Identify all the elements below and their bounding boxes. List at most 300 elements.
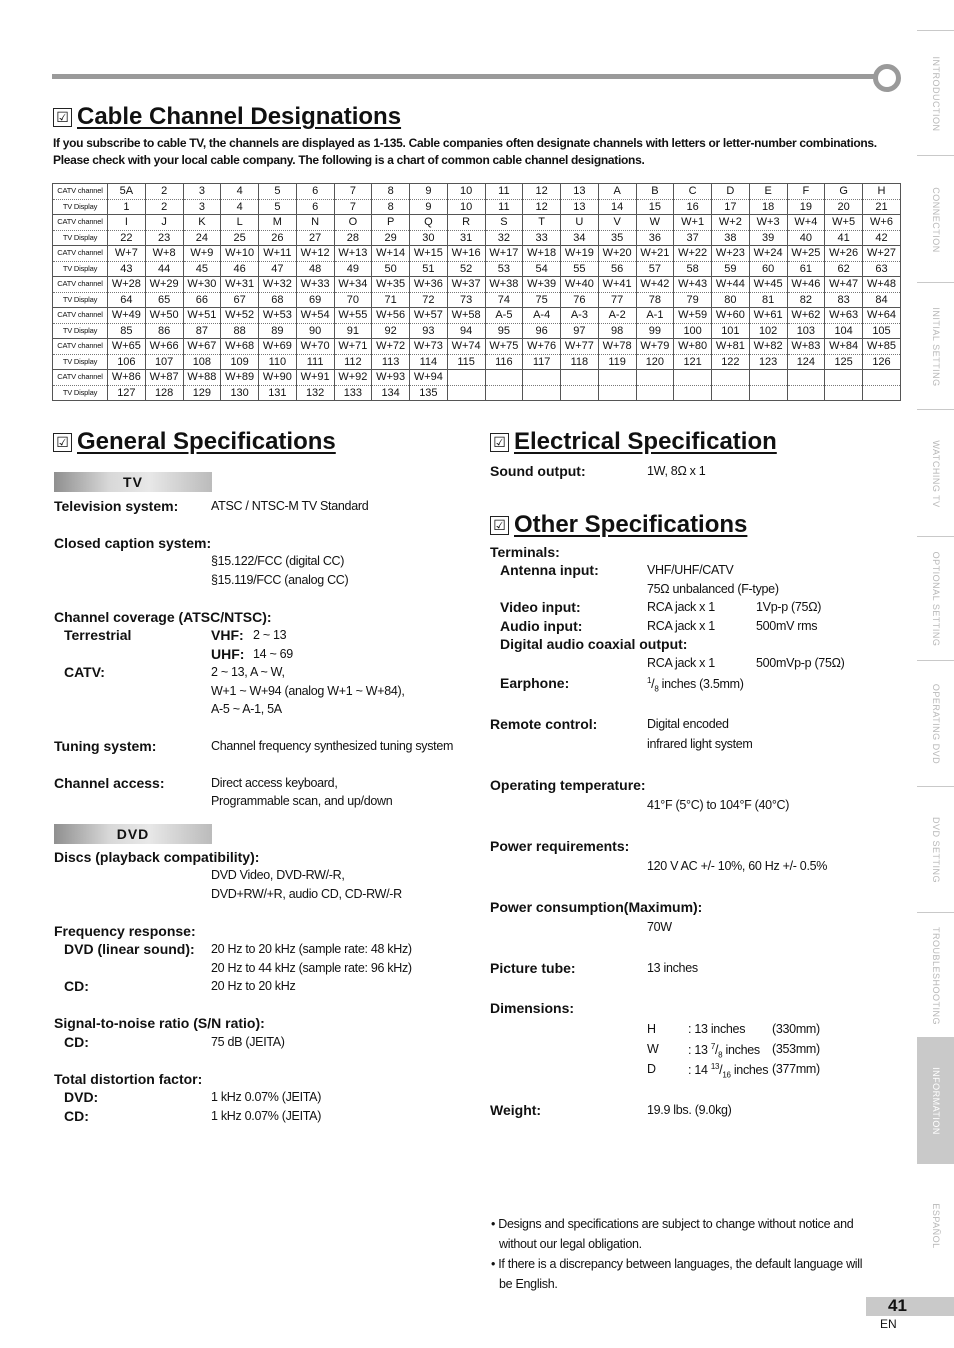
tdf-cd-value: 1 kHz 0.07% (JEITA) — [211, 1109, 322, 1123]
tv-display-cell: 6 — [296, 199, 334, 215]
tv-display-row-label: TV Display — [53, 261, 108, 277]
catv-cell: W+4 — [787, 215, 825, 231]
tv-display-cell: 81 — [749, 292, 787, 308]
digital-output-value-2: 500mVp-p (75Ω) — [756, 656, 845, 670]
catv-cell: W+81 — [712, 339, 750, 355]
catv-row-label: CATV channel — [53, 308, 108, 324]
catv-cell: W+89 — [221, 370, 259, 386]
uhf-label: UHF: — [211, 646, 245, 662]
tv-display-cell: 133 — [334, 385, 372, 401]
catv-cell: 5 — [259, 184, 297, 200]
cc-label: Closed caption system: — [54, 535, 212, 551]
tv-display-cell: 30 — [410, 230, 448, 246]
catv-cell: W+21 — [636, 246, 674, 262]
general-heading-title: General Specifications — [77, 428, 336, 455]
optemp-label: Operating temperature: — [490, 777, 646, 793]
tv-display-cell: 25 — [221, 230, 259, 246]
catv-cell: W+54 — [296, 308, 334, 324]
weight-label: Weight: — [490, 1102, 542, 1118]
side-tab-operating-dvd[interactable] — [917, 660, 954, 787]
tv-display-cell: 78 — [636, 292, 674, 308]
catv-cell: W+57 — [410, 308, 448, 324]
tv-display-cell: 111 — [296, 354, 334, 370]
catv-cell: W+19 — [561, 246, 599, 262]
tv-display-cell: 103 — [787, 323, 825, 339]
tv-display-cell: 47 — [259, 261, 297, 277]
side-tab-introduction[interactable] — [917, 30, 954, 156]
tv-display-cell: 65 — [145, 292, 183, 308]
side-tab-information[interactable] — [917, 1037, 954, 1164]
catv-cell: W+37 — [447, 277, 485, 293]
terrestrial-label: Terrestrial — [64, 627, 132, 643]
dvd-linear-value-2: 20 Hz to 44 kHz (sample rate: 96 kHz) — [211, 961, 412, 975]
tv-display-cell: 69 — [296, 292, 334, 308]
tdf-cd-label: CD: — [64, 1108, 89, 1124]
catv-cell: W+53 — [259, 308, 297, 324]
tv-display-cell: 48 — [296, 261, 334, 277]
catv-cell: W+2 — [712, 215, 750, 231]
catv-cell: W+62 — [787, 308, 825, 324]
dim-d-den: 16 — [722, 1070, 731, 1080]
side-tab-espa-ol[interactable] — [917, 1163, 954, 1287]
tv-display-cell: 8 — [372, 199, 410, 215]
tv-display-cell: 52 — [447, 261, 485, 277]
tv-display-cell: 86 — [145, 323, 183, 339]
catv-cell: W+78 — [598, 339, 636, 355]
dim-d-num: 13 — [710, 1062, 720, 1071]
tv-display-cell: 132 — [296, 385, 334, 401]
tv-display-cell: 97 — [561, 323, 599, 339]
tv-display-cell — [485, 385, 523, 401]
antenna-value-2: 75Ω unbalanced (F-type) — [647, 582, 779, 596]
picture-tube-label: Picture tube: — [490, 960, 576, 976]
dim-d-unit: inches — [730, 1063, 769, 1078]
tv-display-cell: 101 — [712, 323, 750, 339]
catv-value-3: A-5 ~ A-1, 5A — [211, 702, 282, 716]
tv-display-cell: 54 — [523, 261, 561, 277]
tv-display-row-label: TV Display — [53, 199, 108, 215]
catv-cell: K — [183, 215, 221, 231]
tv-display-cell: 129 — [183, 385, 221, 401]
catv-cell: W+25 — [787, 246, 825, 262]
tv-display-cell: 75 — [523, 292, 561, 308]
dim-d-value: : 14 $^{13}/_{16}$ inches — [688, 1062, 769, 1080]
tv-display-cell: 76 — [561, 292, 599, 308]
catv-cell — [674, 370, 712, 386]
catv-cell: W+68 — [221, 339, 259, 355]
catv-cell: R — [447, 215, 485, 231]
catv-cell: W+63 — [825, 308, 863, 324]
catv-cell: W+55 — [334, 308, 372, 324]
side-tab-label: DVD SETTING — [930, 816, 941, 884]
earphone-value-text: inches (3.5mm) — [658, 677, 744, 692]
catv-row-label: CATV channel — [53, 277, 108, 293]
tv-display-cell: 127 — [108, 385, 146, 401]
catv-row — [53, 215, 901, 231]
catv-cell: W+43 — [674, 277, 712, 293]
catv-cell: W+27 — [863, 246, 901, 262]
catv-cell: 6 — [296, 184, 334, 200]
uhf-value: 14 ~ 69 — [253, 647, 293, 661]
catv-cell: W+26 — [825, 246, 863, 262]
tv-display-row — [53, 199, 901, 215]
catv-cell: W+35 — [372, 277, 410, 293]
catv-cell: W+87 — [145, 370, 183, 386]
catv-cell — [712, 370, 750, 386]
tv-display-cell: 106 — [108, 354, 146, 370]
side-tab-label: ESPAÑOL — [930, 1202, 941, 1249]
dim-d-label: D — [647, 1062, 656, 1076]
catv-cell: W+58 — [447, 308, 485, 324]
catv-cell: W+40 — [561, 277, 599, 293]
dimensions-label: Dimensions: — [490, 1000, 575, 1016]
tdf-dvd-label: DVD: — [64, 1089, 99, 1105]
tv-display-row-label: TV Display — [53, 385, 108, 401]
catv-cell: F — [787, 184, 825, 200]
catv-cell: 11 — [485, 184, 523, 200]
catv-cell: Q — [410, 215, 448, 231]
tv-display-cell: 10 — [447, 199, 485, 215]
catv-cell: W+59 — [674, 308, 712, 324]
tv-display-cell: 15 — [636, 199, 674, 215]
catv-cell: W+36 — [410, 277, 448, 293]
catv-cell: W+32 — [259, 277, 297, 293]
tv-display-cell — [561, 385, 599, 401]
picture-tube-value: 13 inches — [647, 961, 698, 975]
tv-display-cell: 121 — [674, 354, 712, 370]
cd-freq-label: CD: — [64, 978, 89, 994]
catv-cell: W+5 — [825, 215, 863, 231]
power-value: 120 V AC +/- 10%, 60 Hz +/- 0.5% — [647, 859, 828, 873]
catv-cell: W+28 — [108, 277, 146, 293]
tv-display-cell: 16 — [674, 199, 712, 215]
tv-display-cell: 37 — [674, 230, 712, 246]
catv-row — [53, 246, 901, 262]
tv-display-cell: 31 — [447, 230, 485, 246]
tv-display-cell: 60 — [749, 261, 787, 277]
tv-display-cell: 22 — [108, 230, 146, 246]
tv-display-cell: 115 — [447, 354, 485, 370]
side-tab-label: OPTIONAL SETTING — [930, 551, 941, 647]
dim-h-label: H — [647, 1022, 656, 1036]
catv-cell: W+93 — [372, 370, 410, 386]
catv-cell: U — [561, 215, 599, 231]
catv-cell: W+16 — [447, 246, 485, 262]
tv-display-cell — [749, 385, 787, 401]
note-1 — [491, 1214, 862, 1294]
cable-heading — [53, 103, 401, 131]
tdf-dvd-value: 1 kHz 0.07% (JEITA) — [211, 1090, 322, 1104]
discs-value-1: DVD Video, DVD-RW/-R, — [211, 868, 345, 882]
catv-cell: 10 — [447, 184, 485, 200]
catv-cell: W+77 — [561, 339, 599, 355]
catv-value-1: 2 ~ 13, A ~ W, — [211, 665, 285, 679]
catv-cell: W+31 — [221, 277, 259, 293]
catv-cell: W+34 — [334, 277, 372, 293]
tv-display-row — [53, 230, 901, 246]
tv-display-cell: 100 — [674, 323, 712, 339]
dvd-linear-value-1: 20 Hz to 20 kHz (sample rate: 48 kHz) — [211, 942, 412, 956]
tv-display-cell: 107 — [145, 354, 183, 370]
video-input-label: Video input: — [500, 599, 581, 615]
catv-row-label: CATV channel — [53, 246, 108, 262]
digital-output-label: Digital audio coaxial output: — [500, 636, 688, 652]
tv-display-cell: 117 — [523, 354, 561, 370]
earphone-value: $^1/_8$ inches (3.5mm) — [647, 676, 744, 694]
catv-cell: W+41 — [598, 277, 636, 293]
note-2-line-1: • If there is a discrepancy between languages, the default language will — [491, 1257, 863, 1271]
tv-display-cell: 91 — [334, 323, 372, 339]
tv-section-bar: TV — [54, 472, 212, 492]
tv-display-cell: 80 — [712, 292, 750, 308]
catv-row-label: CATV channel — [53, 215, 108, 231]
tv-display-cell — [447, 385, 485, 401]
side-tab-initial-setting[interactable] — [917, 282, 954, 410]
catv-cell: D — [712, 184, 750, 200]
catv-cell — [749, 370, 787, 386]
catv-cell: A-2 — [598, 308, 636, 324]
catv-cell: W+46 — [787, 277, 825, 293]
catv-cell: W+85 — [863, 339, 901, 355]
catv-cell: J — [145, 215, 183, 231]
catv-cell — [863, 370, 901, 386]
tv-display-cell: 20 — [825, 199, 863, 215]
tv-display-cell: 4 — [221, 199, 259, 215]
tv-display-cell: 13 — [561, 199, 599, 215]
catv-cell: A — [598, 184, 636, 200]
tv-display-cell: 114 — [410, 354, 448, 370]
tv-display-cell: 55 — [561, 261, 599, 277]
tuning-label: Tuning system: — [54, 738, 157, 754]
dim-w-label: W — [647, 1042, 659, 1056]
catv-cell: H — [863, 184, 901, 200]
catv-row — [53, 308, 901, 324]
tv-display-cell — [674, 385, 712, 401]
side-tab-label: INITIAL SETTING — [930, 306, 941, 387]
tv-display-cell — [787, 385, 825, 401]
tv-display-cell: 59 — [712, 261, 750, 277]
snr-cd-label: CD: — [64, 1034, 89, 1050]
tv-display-cell: 64 — [108, 292, 146, 308]
side-tab-dvd-setting[interactable] — [917, 786, 954, 913]
cc-value-1: §15.122/FCC (digital CC) — [211, 554, 345, 568]
tv-display-cell: 71 — [372, 292, 410, 308]
terminals-label: Terminals: — [490, 544, 560, 560]
tv-display-cell: 119 — [598, 354, 636, 370]
tv-display-cell: 49 — [334, 261, 372, 277]
dim-d-mm: (377mm) — [772, 1062, 820, 1076]
tv-display-cell: 29 — [372, 230, 410, 246]
tv-display-cell: 90 — [296, 323, 334, 339]
tv-display-cell: 14 — [598, 199, 636, 215]
catv-value-2: W+1 ~ W+94 (analog W+1 ~ W+84), — [211, 684, 405, 698]
side-tab-label: TROUBLESHOOTING — [930, 926, 941, 1025]
catv-cell: W+69 — [259, 339, 297, 355]
catv-cell: W+42 — [636, 277, 674, 293]
side-tab-troubleshooting[interactable] — [917, 912, 954, 1038]
catv-cell: W+29 — [145, 277, 183, 293]
catv-cell: W+73 — [410, 339, 448, 355]
catv-cell: A-5 — [485, 308, 523, 324]
remote-label: Remote control: — [490, 716, 598, 732]
catv-cell: W+39 — [523, 277, 561, 293]
dim-w-mm: (353mm) — [772, 1042, 820, 1056]
tv-display-cell: 96 — [523, 323, 561, 339]
side-tab-optional-setting[interactable] — [917, 536, 954, 661]
catv-cell: I — [108, 215, 146, 231]
remote-value-1: Digital encoded — [647, 717, 729, 731]
access-value-1: Direct access keyboard, — [211, 776, 338, 790]
tv-display-cell: 128 — [145, 385, 183, 401]
sound-output-label: Sound output: — [490, 463, 586, 479]
tv-display-cell: 108 — [183, 354, 221, 370]
tv-display-row-label: TV Display — [53, 292, 108, 308]
video-input-value-1: RCA jack x 1 — [647, 600, 715, 614]
tv-display-cell: 94 — [447, 323, 485, 339]
tv-display-cell: 93 — [410, 323, 448, 339]
catv-row-label: CATV channel — [53, 370, 108, 386]
catv-cell: W+50 — [145, 308, 183, 324]
tv-display-cell: 7 — [334, 199, 372, 215]
catv-cell: V — [598, 215, 636, 231]
catv-cell: T — [523, 215, 561, 231]
tv-display-cell: 38 — [712, 230, 750, 246]
catv-cell: W+49 — [108, 308, 146, 324]
tv-display-cell: 72 — [410, 292, 448, 308]
catv-cell: W+84 — [825, 339, 863, 355]
catv-cell: O — [334, 215, 372, 231]
catv-cell: W+44 — [712, 277, 750, 293]
top-rule-circle — [873, 64, 901, 92]
tv-display-cell: 131 — [259, 385, 297, 401]
catv-cell: W+13 — [334, 246, 372, 262]
catv-cell: M — [259, 215, 297, 231]
catv-row — [53, 277, 901, 293]
tv-display-cell: 45 — [183, 261, 221, 277]
catv-cell: W+23 — [712, 246, 750, 262]
catv-cell: W+75 — [485, 339, 523, 355]
side-tab-label: CONNECTION — [930, 186, 941, 253]
earphone-fraction-den: 8 — [654, 684, 659, 694]
side-tab-watching-tv[interactable] — [917, 409, 954, 537]
catv-cell: W+11 — [259, 246, 297, 262]
catv-row-label: CATV channel — [53, 184, 108, 200]
catv-cell: W+18 — [523, 246, 561, 262]
catv-cell: W+20 — [598, 246, 636, 262]
side-tab-label: OPERATING DVD — [930, 683, 941, 765]
tv-display-cell: 23 — [145, 230, 183, 246]
tv-display-cell: 17 — [712, 199, 750, 215]
dim-w-num: 7 — [710, 1042, 715, 1051]
checkbox-icon: ☑ — [490, 516, 509, 535]
catv-cell: C — [674, 184, 712, 200]
tv-display-cell: 36 — [636, 230, 674, 246]
other-heading — [490, 511, 747, 539]
tv-display-cell: 95 — [485, 323, 523, 339]
catv-cell: W+61 — [749, 308, 787, 324]
tv-display-cell: 62 — [825, 261, 863, 277]
tv-display-cell: 5 — [259, 199, 297, 215]
catv-cell: S — [485, 215, 523, 231]
catv-cell: W+10 — [221, 246, 259, 262]
tv-display-cell: 124 — [787, 354, 825, 370]
tv-display-row — [53, 385, 901, 401]
tv-display-cell — [636, 385, 674, 401]
catv-cell: W+22 — [674, 246, 712, 262]
checkbox-icon: ☑ — [53, 108, 72, 127]
side-tab-label: INFORMATION — [930, 1067, 941, 1135]
dim-w-value: : 13 $^7/_8$ inches — [688, 1042, 760, 1060]
general-heading — [53, 428, 336, 456]
tv-display-cell: 105 — [863, 323, 901, 339]
page-number-bar — [866, 1297, 954, 1316]
tv-display-cell: 99 — [636, 323, 674, 339]
catv-cell: B — [636, 184, 674, 200]
catv-cell: W+72 — [372, 339, 410, 355]
coverage-label: Channel coverage (ATSC/NTSC): — [54, 609, 272, 625]
catv-cell: 13 — [561, 184, 599, 200]
snr-label: Signal-to-noise ratio (S/N ratio): — [54, 1015, 265, 1031]
catv-cell: W — [636, 215, 674, 231]
tv-display-cell: 9 — [410, 199, 448, 215]
note-1-line-2: without our legal obligation. — [499, 1237, 642, 1251]
remote-value-2: infrared light system — [647, 737, 753, 751]
catv-cell: W+52 — [221, 308, 259, 324]
tv-display-cell: 46 — [221, 261, 259, 277]
catv-cell — [636, 370, 674, 386]
catv-cell — [598, 370, 636, 386]
tv-display-cell: 58 — [674, 261, 712, 277]
tv-display-cell: 39 — [749, 230, 787, 246]
dvd-section-bar: DVD — [54, 824, 212, 844]
catv-cell — [447, 370, 485, 386]
sound-output-value: 1W, 8Ω x 1 — [647, 464, 706, 478]
side-tab-connection[interactable] — [917, 155, 954, 283]
tv-display-cell — [523, 385, 561, 401]
tv-display-cell: 120 — [636, 354, 674, 370]
tv-display-cell: 27 — [296, 230, 334, 246]
tv-display-cell: 33 — [523, 230, 561, 246]
tv-display-cell: 92 — [372, 323, 410, 339]
tv-display-cell: 68 — [259, 292, 297, 308]
catv-cell: 12 — [523, 184, 561, 200]
catv-cell: W+8 — [145, 246, 183, 262]
antenna-label: Antenna input: — [500, 562, 599, 578]
catv-cell: W+17 — [485, 246, 523, 262]
cc-value-2: §15.119/FCC (analog CC) — [211, 573, 349, 587]
catv-cell: W+48 — [863, 277, 901, 293]
tv-display-cell: 24 — [183, 230, 221, 246]
tv-display-cell: 123 — [749, 354, 787, 370]
catv-row-label: CATV channel — [53, 339, 108, 355]
tv-display-cell: 2 — [145, 199, 183, 215]
catv-cell: W+67 — [183, 339, 221, 355]
catv-cell: 5A — [108, 184, 146, 200]
tv-display-cell: 126 — [863, 354, 901, 370]
tv-display-cell: 83 — [825, 292, 863, 308]
cd-freq-value: 20 Hz to 20 kHz — [211, 979, 296, 993]
catv-cell: 2 — [145, 184, 183, 200]
catv-cell: W+6 — [863, 215, 901, 231]
catv-cell: W+91 — [296, 370, 334, 386]
tv-display-cell: 26 — [259, 230, 297, 246]
tv-display-cell: 42 — [863, 230, 901, 246]
catv-cell: W+51 — [183, 308, 221, 324]
cable-intro-line1: If you subscribe to cable TV, the channels are displayed as 1-135. Cable companies often designate channels with letters or letter-number combinations. — [53, 136, 877, 150]
tv-display-row — [53, 323, 901, 339]
tv-display-cell: 87 — [183, 323, 221, 339]
tv-display-cell: 19 — [787, 199, 825, 215]
